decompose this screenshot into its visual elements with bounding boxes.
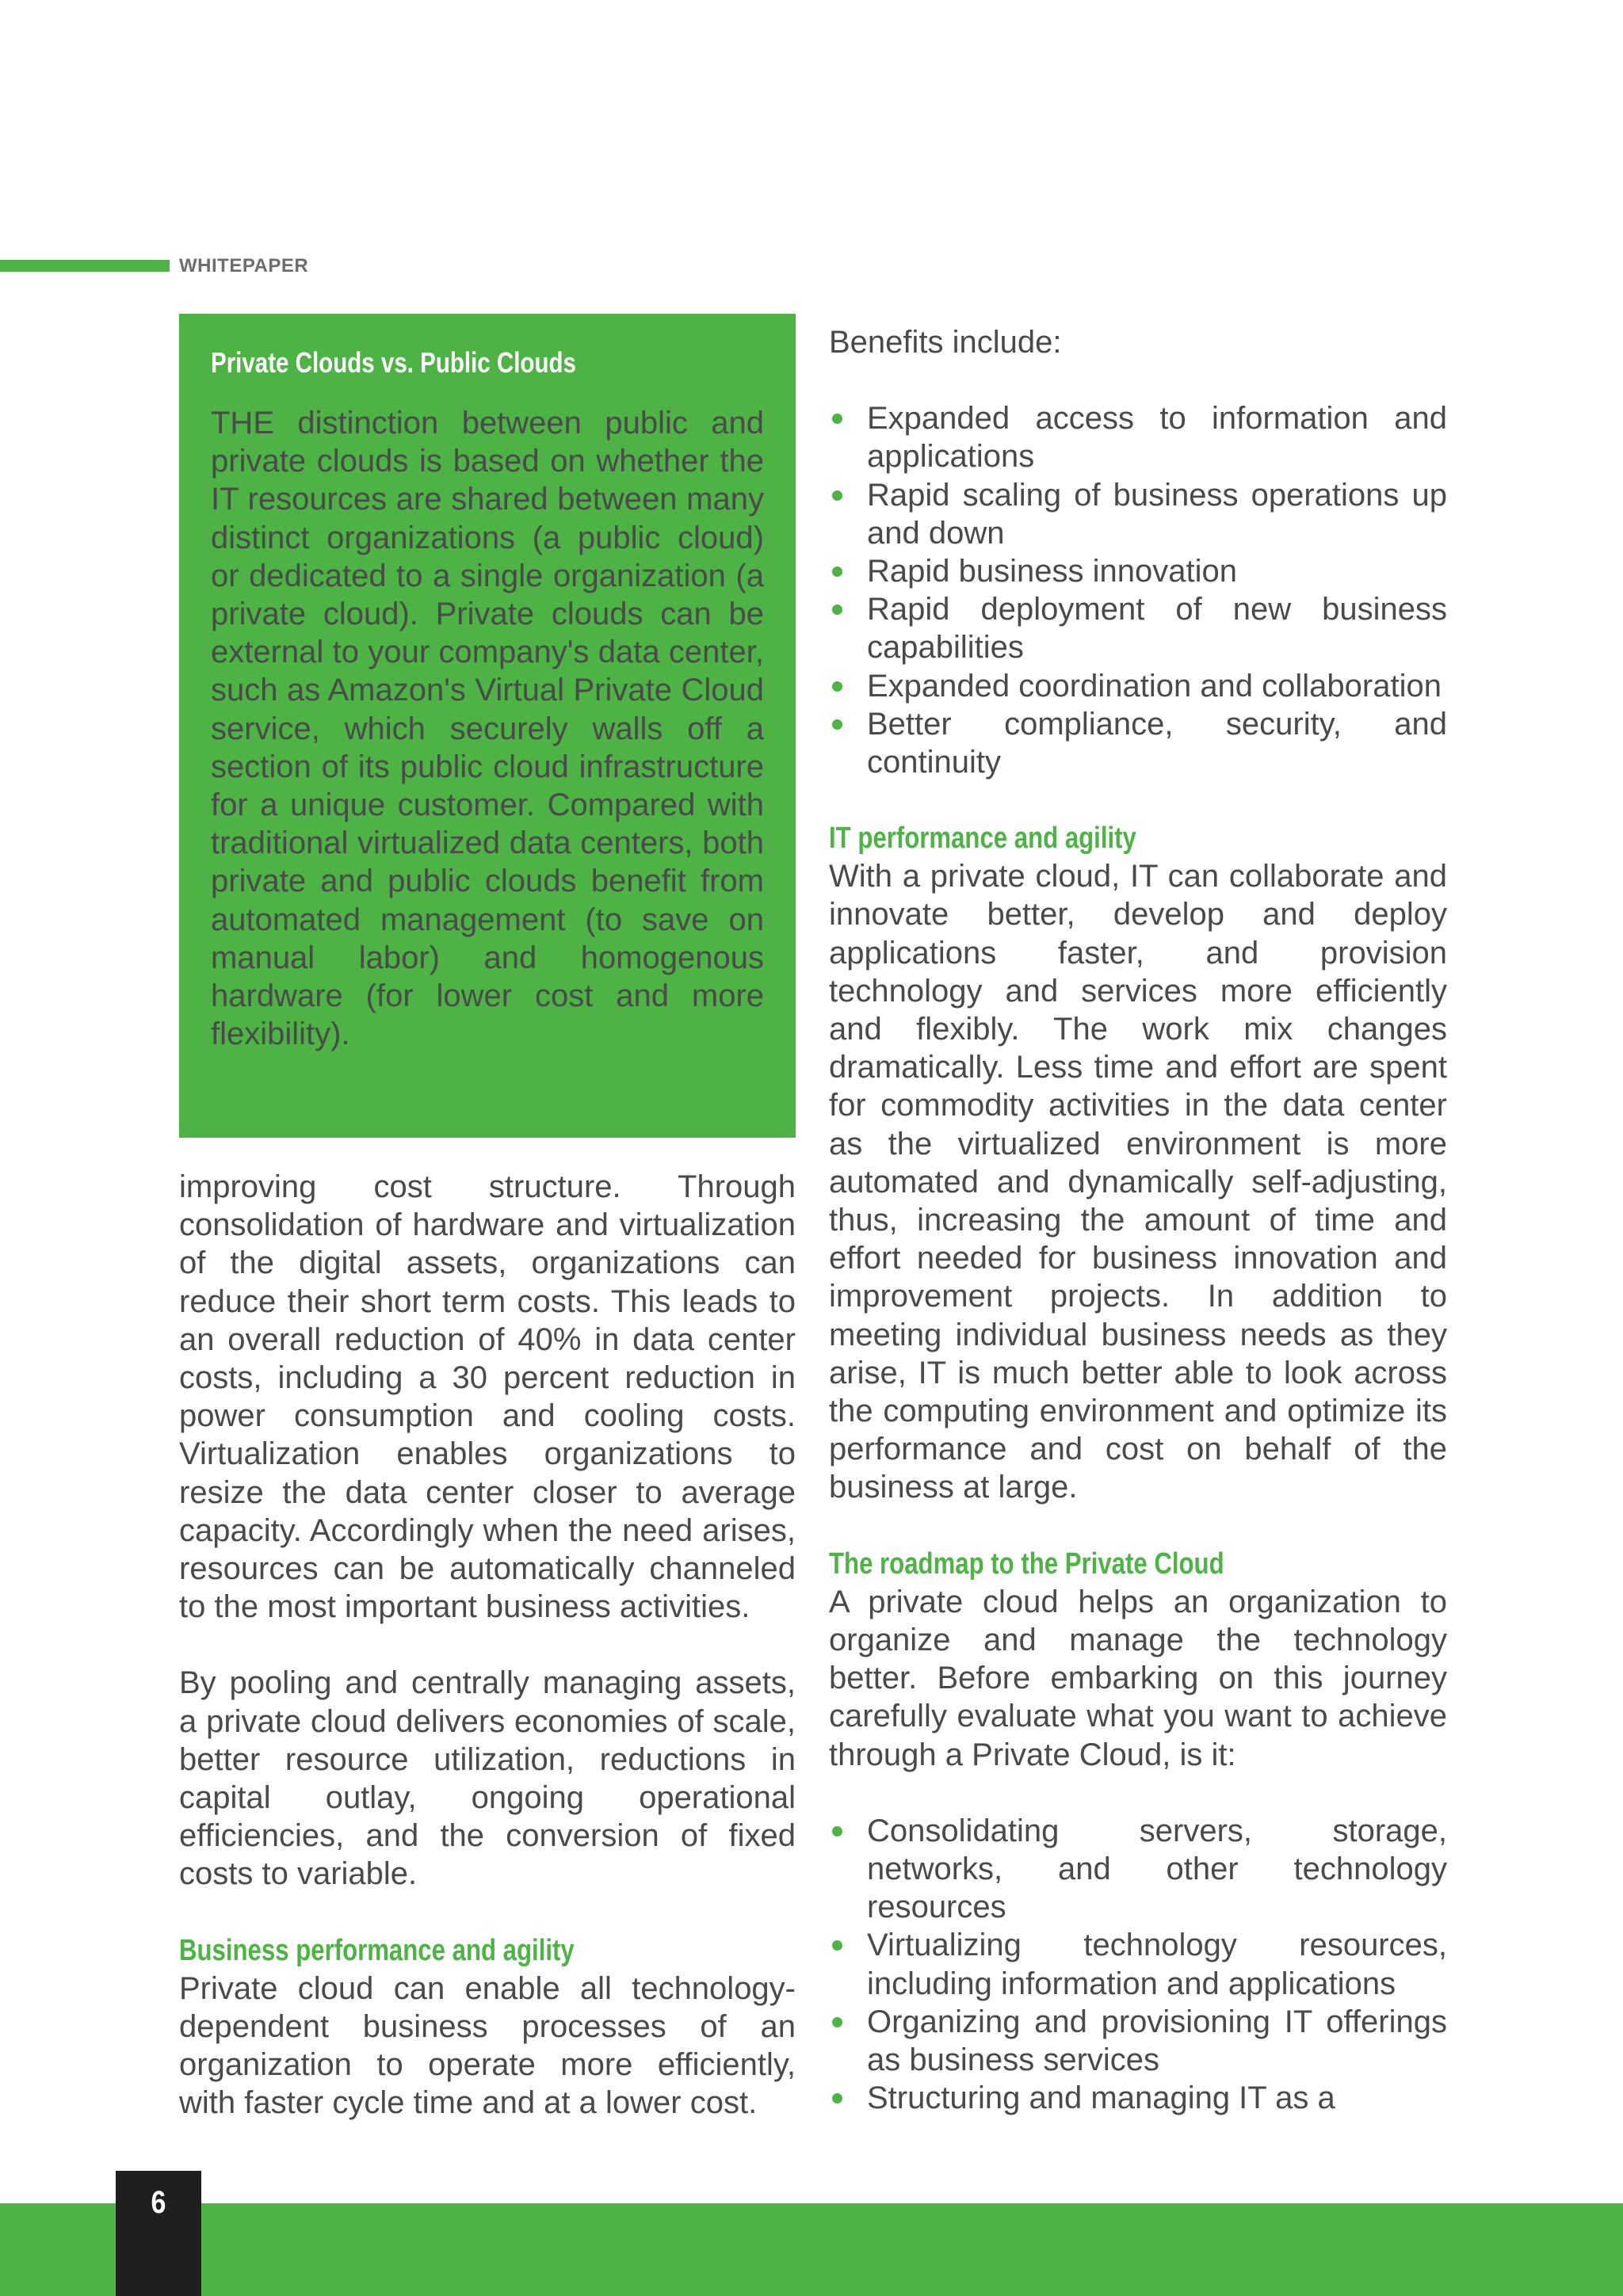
left-paragraph-2: By pooling and centrally managing assets, a private cloud delivers economies of scale, better resource utilization, reductions in capital outlay, ongoing operational efficiencies, and the conversion of fixed costs to variable. bbox=[179, 1665, 796, 1892]
list-item: Expanded access to information and applications bbox=[829, 399, 1447, 475]
sidebar-box-title: Private Clouds vs. Public Clouds bbox=[211, 346, 576, 379]
list-item: Rapid business innovation bbox=[829, 552, 1447, 590]
list-item: Rapid scaling of business operations up and down bbox=[829, 476, 1447, 552]
bullet-icon bbox=[832, 2017, 842, 2027]
left-body bbox=[179, 1168, 796, 2122]
benefits-intro: Benefits include: bbox=[829, 325, 1062, 360]
roadmap-text: A private cloud helps an organization to organize and manage the technology better. Before embarking on this journey carefully evaluate what you want to achieve through a Private Cloud, is it: bbox=[829, 1584, 1447, 1772]
bullet-icon bbox=[832, 1940, 842, 1951]
list-item: Virtualizing technology resources, including information and applications bbox=[829, 1926, 1447, 2002]
bullet-icon bbox=[832, 719, 842, 730]
bullet-icon bbox=[832, 414, 842, 424]
list-item: Rapid deployment of new business capabilities bbox=[829, 590, 1447, 666]
bullet-icon bbox=[832, 605, 842, 615]
left-column bbox=[179, 314, 796, 2122]
right-column bbox=[829, 323, 1447, 2117]
left-paragraph-3: Private cloud can enable all technology-dependent business processes of an organization to operate more efficiently, with faster cycle time and at a lower cost. bbox=[179, 1970, 796, 2121]
list-item: Organizing and provisioning IT offerings as business services bbox=[829, 2003, 1447, 2079]
list-item: Better compliance, security, and continuity bbox=[829, 705, 1447, 781]
header-accent-bar bbox=[0, 260, 170, 272]
page-number-tab bbox=[116, 2171, 201, 2296]
roadmap-list bbox=[829, 1812, 1447, 2118]
bullet-icon bbox=[832, 566, 842, 577]
header-label: WHITEPAPER bbox=[179, 255, 309, 277]
benefits-list bbox=[829, 399, 1447, 781]
page-number: 6 bbox=[151, 2185, 166, 2220]
it-performance-text: With a private cloud, IT can collaborate and innovate better, develop and deploy applications faster, and provision technology and services more efficiently and flexibly. The work mix changes dramatically. Less time and effort are spent for commodity activities in the data center as the virtualized environment is more automated and dynamically self-adjusting, thus, increasing the amount of time and effort needed for business innovation and improvement projects. In addition to meeting individual business needs as they arise, IT is much better able to look across the computing environment and optimize its performance and cost on behalf of the business at large. bbox=[829, 859, 1447, 1505]
section-title-roadmap: The roadmap to the Private Cloud bbox=[829, 1547, 1224, 1581]
footer-bar bbox=[0, 2203, 1623, 2296]
sidebar-box bbox=[179, 314, 796, 1138]
bullet-icon bbox=[832, 2093, 842, 2103]
list-item: Consolidating servers, storage, networks, and other technology resources bbox=[829, 1812, 1447, 1927]
list-item: Expanded coordination and collaboration bbox=[829, 667, 1447, 705]
bullet-icon bbox=[832, 1826, 842, 1836]
left-paragraph-1: improving cost structure. Through consolidation of hardware and virtualization of the digital assets, organizations can reduce their short term costs. This leads to an overall reduction of 40% in data center costs, including a 30 percent reduction in power consumption and cooling costs. Virtualization enables organizations to resize the data center closer to average capacity. Accordingly when the need arises, resources can be automatically channeled to the most important business activities. bbox=[179, 1169, 796, 1625]
sidebar-box-text: THE distinction between public and private clouds is based on whether the IT resources are shared between many distinct organizations (a public cloud) or dedicated to a single organization (a private cloud). Private clouds can be external to your company's data center, such as Amazon's Virtual Private Cloud service, which securely walls off a section of its public cloud infrastructure for a unique customer. Compared with traditional virtualized data centers, both private and public clouds benefit from automated management (to save on manual labor) and homogenous hardware (for lower cost and more flexibility). bbox=[211, 406, 764, 1052]
section-title-business-performance: Business performance and agility bbox=[179, 1933, 575, 1967]
bullet-icon bbox=[832, 681, 842, 692]
section-title-it-performance: IT performance and agility bbox=[829, 822, 1136, 856]
bullet-icon bbox=[832, 490, 842, 501]
list-item: Structuring and managing IT as a bbox=[829, 2079, 1447, 2117]
